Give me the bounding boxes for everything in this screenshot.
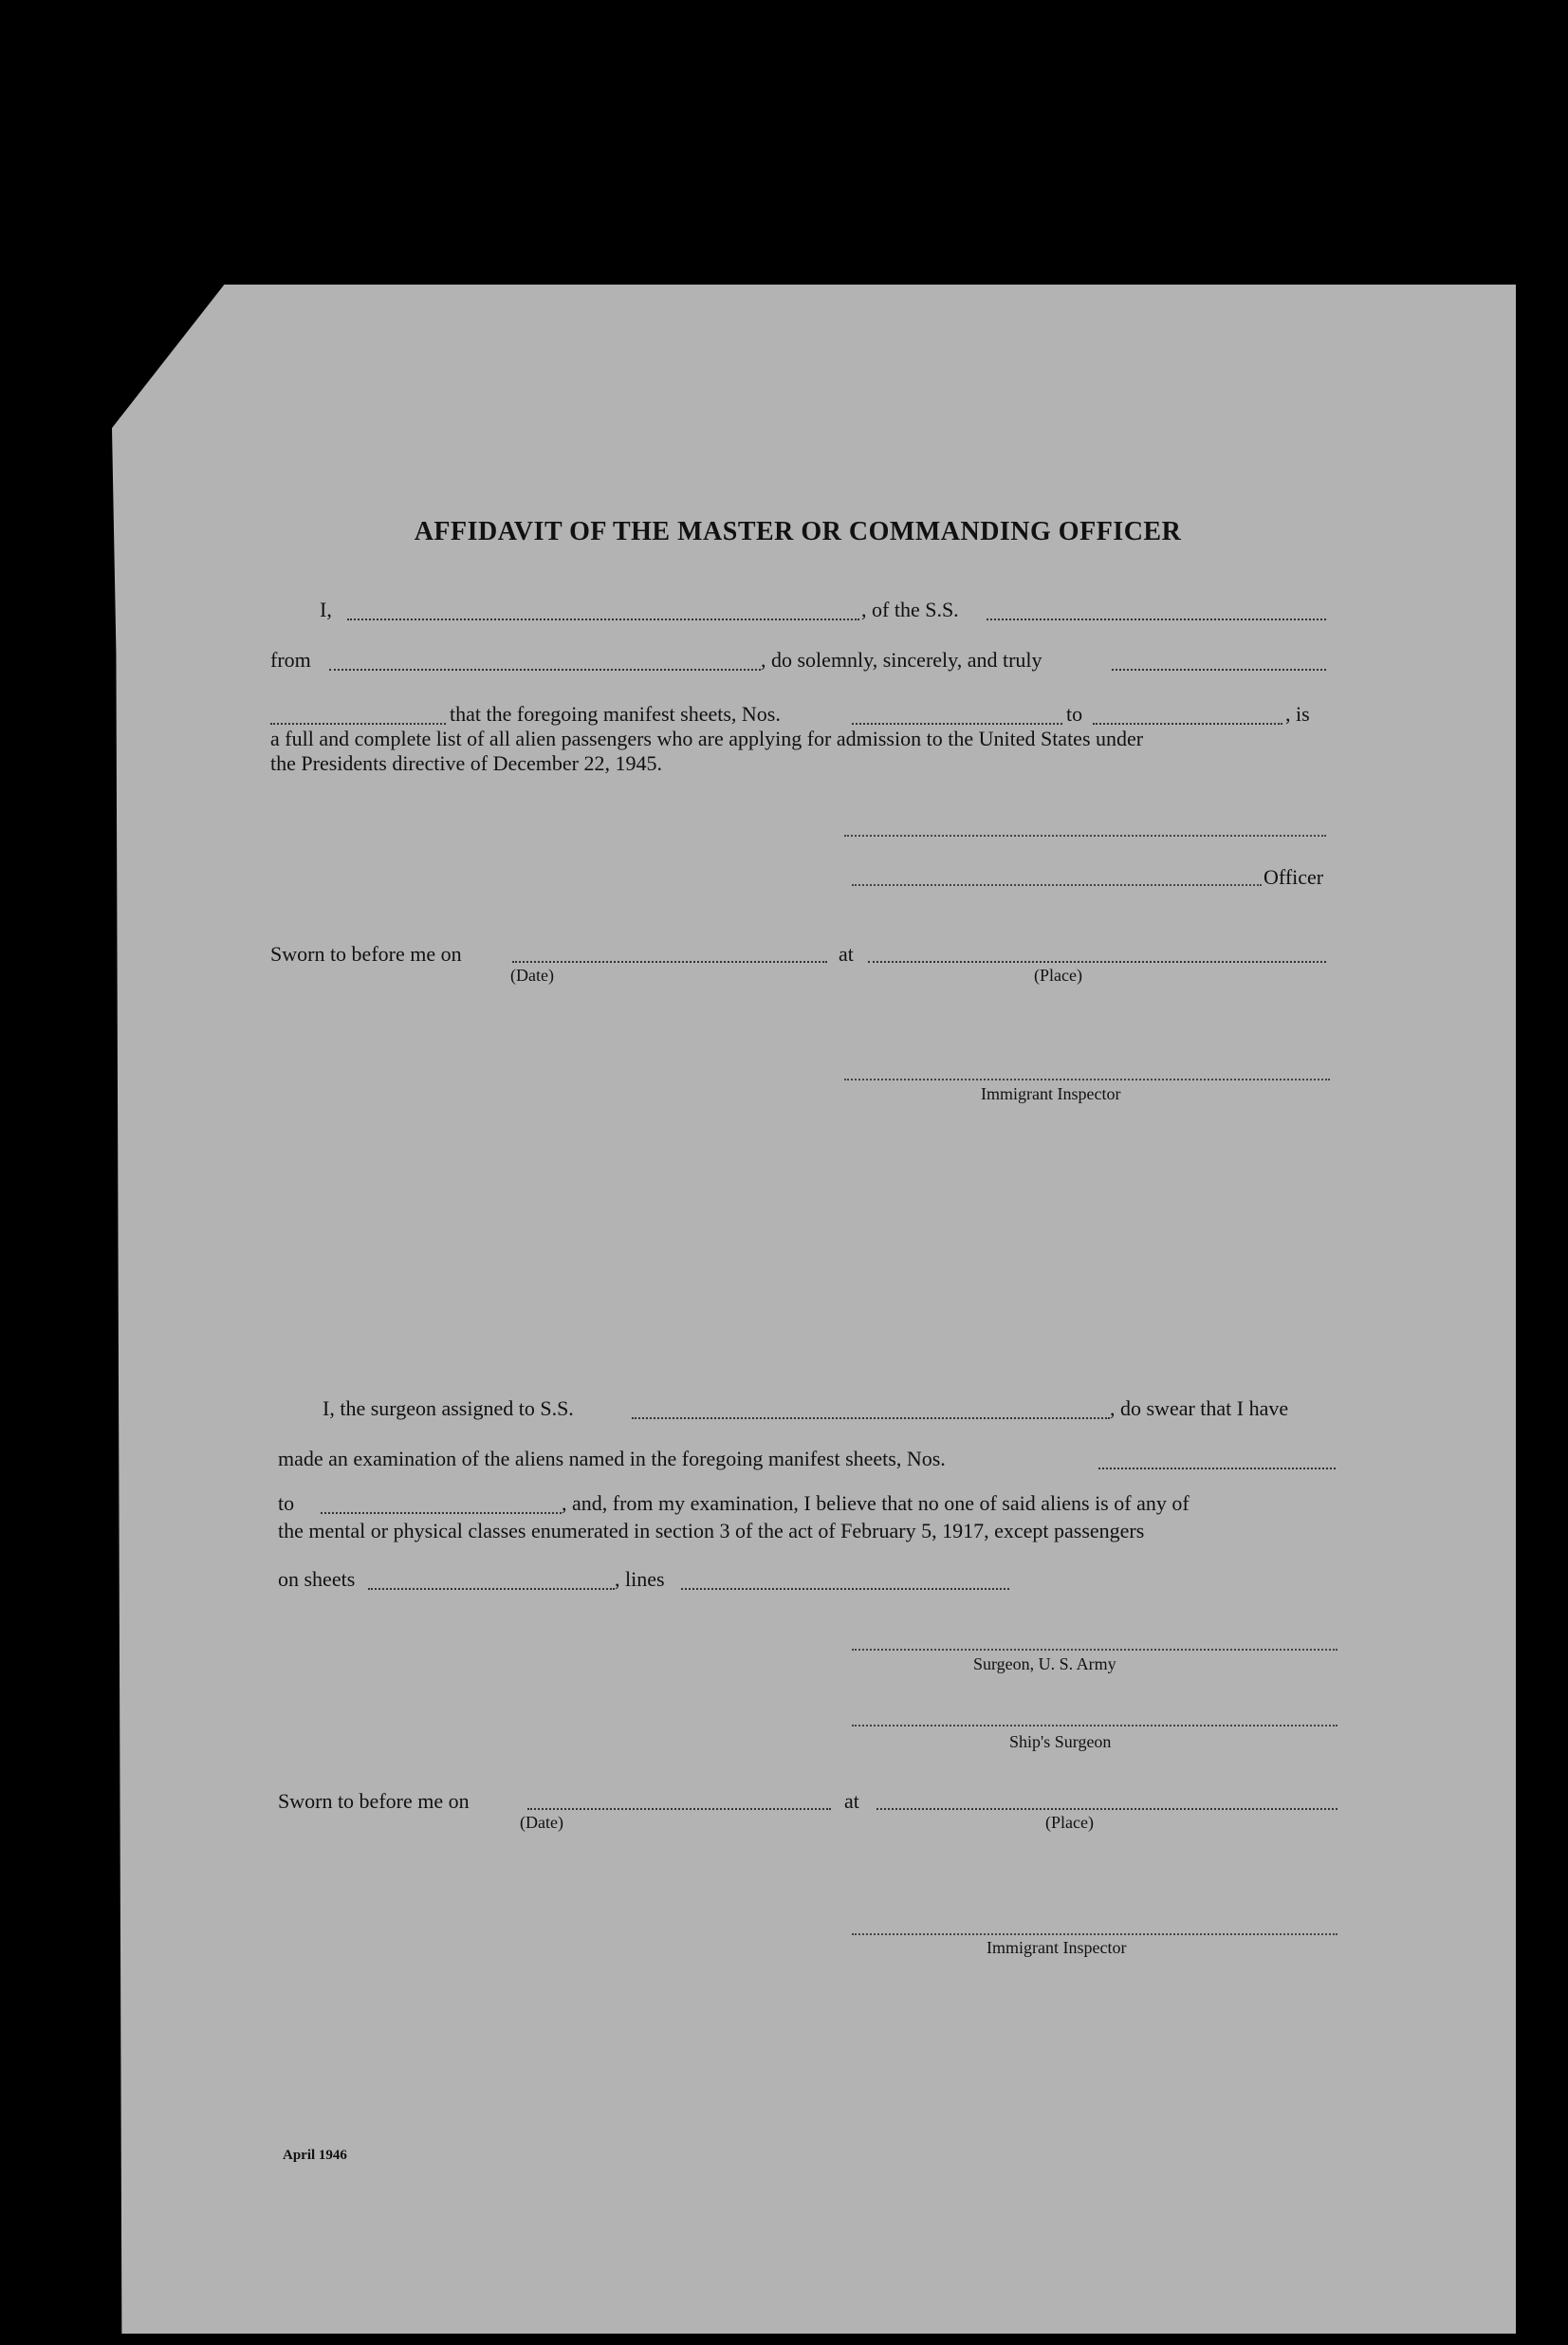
master-sheets-to-blank [1093, 723, 1282, 725]
army-surgeon-caption: Surgeon, U. S. Army [973, 1654, 1116, 1673]
master-sheets-to-label: to [1066, 702, 1083, 726]
surgeon-date-caption: (Date) [520, 1813, 563, 1832]
master-swear-text: , do solemnly, sincerely, and truly [761, 648, 1042, 672]
master-from-blank [329, 669, 761, 671]
surgeon-exam-text: made an examination of the aliens named in the foregoing manifest sheets, Nos. [278, 1447, 946, 1470]
master-name-blank [347, 619, 859, 620]
surgeon-inspector-caption: Immigrant Inspector [987, 1938, 1127, 1957]
surgeon-sworn-at-label: at [844, 1789, 859, 1813]
officer-label: Officer [1264, 865, 1324, 889]
master-sworn-at-label: at [839, 942, 854, 966]
surgeon-sheets-to-blank [321, 1512, 562, 1514]
master-swear-blank [1112, 669, 1326, 671]
master-i-label: I, [320, 598, 332, 621]
master-sworn-label: Sworn to before me on [270, 942, 462, 966]
master-ship-label: , of the S.S. [861, 598, 959, 621]
surgeon-place-caption: (Place) [1045, 1813, 1094, 1832]
surgeon-on-sheets-label: on sheets [278, 1567, 356, 1591]
officer-signature-line [852, 884, 1262, 886]
master-sworn-place-blank [868, 961, 1326, 963]
surgeon-belief-text: , and, from my examination, I believe that no one of said aliens is of any of [562, 1491, 1190, 1515]
surgeon-on-sheets-blank [368, 1588, 615, 1590]
ship-surgeon-line [852, 1725, 1337, 1726]
master-date-caption: (Date) [510, 966, 554, 985]
master-sheets-text: that the foregoing manifest sheets, Nos. [450, 702, 781, 726]
master-sheets-from-blank [852, 723, 1062, 725]
form-title: AFFIDAVIT OF THE MASTER OR COMMANDING OFFICER [414, 517, 1182, 546]
master-statement-line: a full and complete list of all alien passengers who are applying for admission to the United States under [270, 727, 1144, 750]
master-sworn-date-blank [512, 961, 827, 963]
surgeon-ship-blank [632, 1417, 1110, 1419]
master-directive-line: the Presidents directive of December 22, 1945. [270, 751, 662, 775]
master-verb-blank [270, 723, 446, 725]
master-ship-blank [987, 619, 1326, 620]
form-paper [112, 285, 1516, 2334]
surgeon-assigned-text: I, the surgeon assigned to S.S. [323, 1396, 574, 1420]
master-inspector-line [844, 1079, 1330, 1080]
form-revision-date: April 1946 [283, 2148, 347, 2163]
surgeon-swear-text: , do swear that I have [1110, 1396, 1289, 1420]
surgeon-inspector-line [852, 1933, 1337, 1935]
surgeon-classes-text: the mental or physical classes enumerated in section 3 of the act of February 5, 1917, except passengers [278, 1519, 1145, 1542]
surgeon-sheets-from-blank [1098, 1468, 1336, 1469]
master-is-text: , is [1285, 702, 1310, 726]
master-inspector-caption: Immigrant Inspector [981, 1084, 1121, 1103]
army-surgeon-line [852, 1649, 1337, 1651]
master-from-label: from [270, 648, 311, 672]
master-place-caption: (Place) [1034, 966, 1082, 985]
surgeon-lines-label: , lines [615, 1567, 665, 1591]
surgeon-sworn-date-blank [527, 1808, 831, 1810]
master-signature-line [844, 835, 1326, 837]
surgeon-to-label: to [278, 1491, 295, 1515]
ship-surgeon-caption: Ship's Surgeon [1009, 1732, 1112, 1751]
surgeon-sworn-label: Sworn to before me on [278, 1789, 470, 1813]
surgeon-lines-blank [681, 1588, 1009, 1590]
surgeon-sworn-place-blank [876, 1808, 1337, 1810]
